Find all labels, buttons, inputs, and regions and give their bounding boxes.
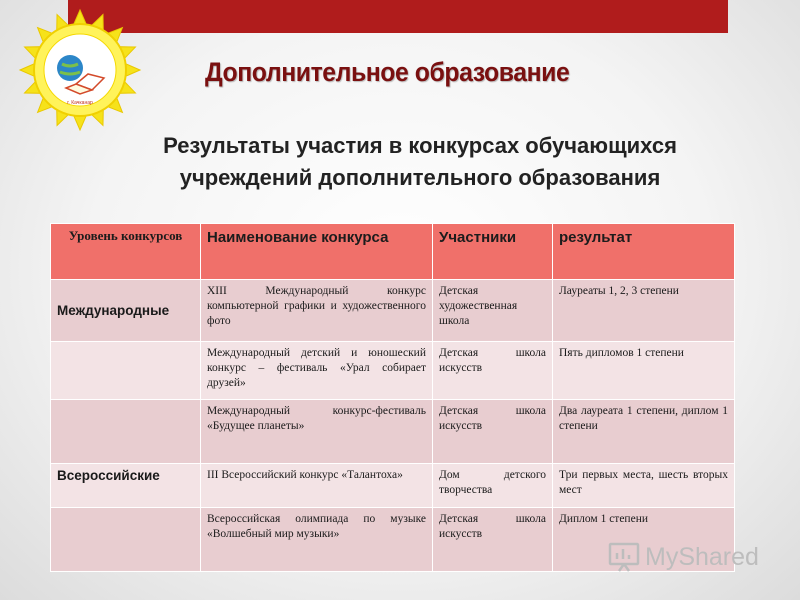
- participants-cell: Дом детского творчества: [433, 464, 553, 508]
- table-row: [51, 342, 735, 400]
- level-cell: Международные: [51, 280, 201, 342]
- result-cell: Три первых места, шесть вторых мест: [553, 464, 735, 508]
- myshared-watermark: [607, 538, 777, 574]
- result-cell: Диплом 1 степени: [553, 508, 735, 572]
- subtitle-line-2: учреждений дополнительного образования: [179, 165, 661, 190]
- education-logo: [18, 8, 142, 132]
- level-cell: [51, 342, 201, 400]
- column-header-result: результат: [553, 224, 735, 280]
- contest-name-cell: Всероссийская олимпиада по музыке «Волшебный мир музыки»: [201, 508, 433, 572]
- page-title: Дополнительное образование: [205, 57, 570, 87]
- result-cell: Два лауреата 1 степени, диплом 1 степени: [553, 400, 735, 464]
- result-cell: Лауреаты 1, 2, 3 степени: [553, 280, 735, 342]
- participants-cell: Детская школа искусств: [433, 400, 553, 464]
- level-cell: [51, 400, 201, 464]
- table-row: [51, 280, 735, 342]
- participants-cell: Детская художественная школа: [433, 280, 553, 342]
- participants-cell: Детская школа искусств: [433, 508, 553, 572]
- result-cell: Пять дипломов 1 степени: [553, 342, 735, 400]
- contest-name-cell: XIII Международный конкурс компьютерной графики и художественного фото: [201, 280, 433, 342]
- column-header-participants: Участники: [433, 224, 553, 280]
- table-row: [51, 400, 735, 464]
- contest-name-cell: Международный конкурс-фестиваль «Будущее планеты»: [201, 400, 433, 464]
- watermark-text: MyShared: [645, 543, 759, 571]
- table-header-row: [51, 224, 735, 280]
- presentation-icon: [610, 544, 638, 571]
- participants-cell: Детская школа искусств: [433, 342, 553, 400]
- subtitle-line-1: Результаты участия в конкурсах обучающихся: [163, 133, 677, 158]
- table-row: [51, 464, 735, 508]
- slide-subtitle: [60, 130, 780, 194]
- column-header-name: Наименование конкурса: [201, 224, 433, 280]
- contest-name-cell: Международный детский и юношеский конкурс – фестиваль «Урал собирает друзей»: [201, 342, 433, 400]
- contest-name-cell: III Всероссийский конкурс «Талантоха»: [201, 464, 433, 508]
- svg-text:г. Качканар: г. Качканар: [67, 100, 93, 106]
- level-cell: [51, 508, 201, 572]
- column-header-level: Уровень конкурсов: [51, 224, 201, 280]
- contest-results-table: [50, 223, 735, 572]
- level-cell: Всероссийские: [51, 464, 201, 508]
- top-accent-bar: [68, 0, 728, 33]
